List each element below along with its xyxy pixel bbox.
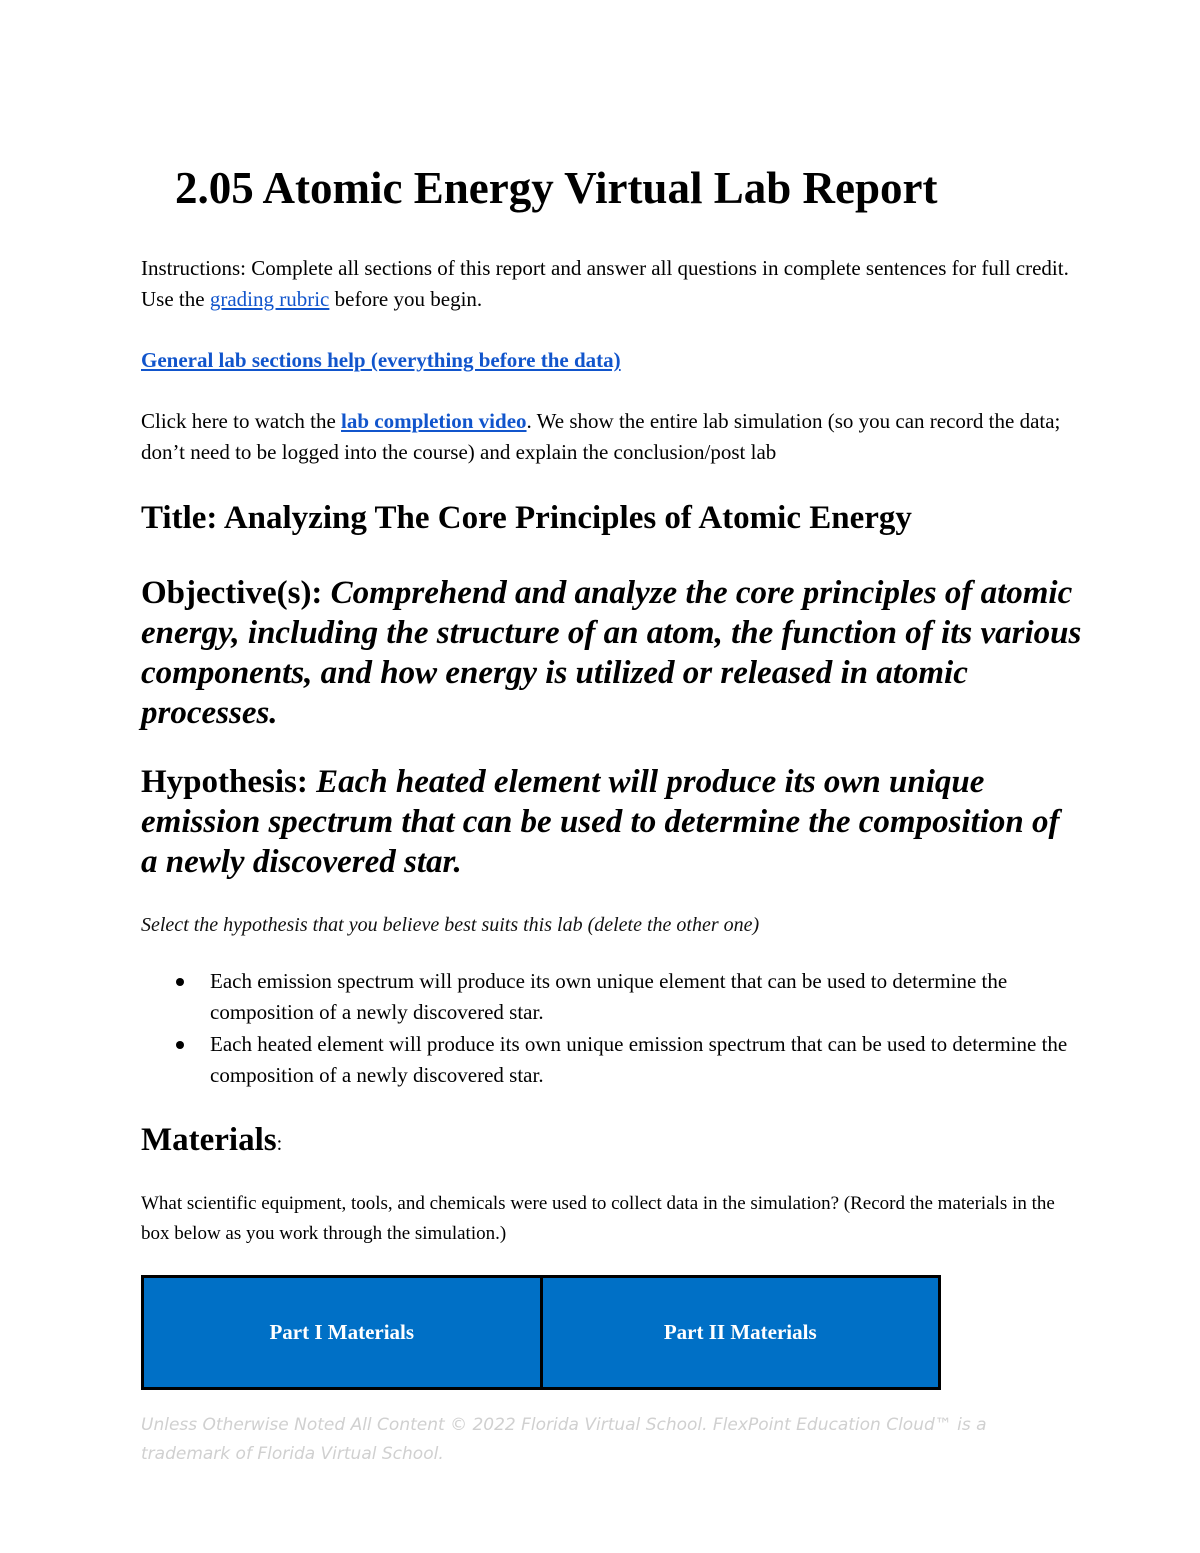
- objective-value: Comprehend and analyze the core principles of atomic energy, including the structure of an atom, the function of its various components, and how energy is utilized or released in atomic processes.: [141, 575, 1082, 731]
- hypothesis-heading: [141, 762, 1061, 882]
- grading-rubric-link[interactable]: grading rubric: [209, 287, 330, 311]
- hypothesis-options-list: [162, 966, 1092, 1092]
- list-item: [162, 1029, 1092, 1091]
- document-title: 2.05 Atomic Energy Virtual Lab Report: [175, 163, 938, 213]
- hypothesis-instruction: Select the hypothesis that you believe best suits this lab (delete the other one): [141, 914, 760, 936]
- hypothesis-option-2: Each heated element will produce its own unique emission spectrum that can be used to determine the composition of a newly discovered star.: [210, 1032, 1068, 1087]
- hypothesis-option-1: Each emission spectrum will produce its own unique element that can be used to determine the composition of a newly discovered star.: [210, 969, 1008, 1024]
- title-heading: [141, 498, 1101, 538]
- instructions-text-end: before you begin.: [329, 287, 483, 311]
- materials-table: [141, 1275, 941, 1390]
- bullet-icon: [176, 1041, 184, 1049]
- general-lab-help-link[interactable]: General lab sections help (everything before the data): [141, 348, 621, 372]
- materials-colon: :: [276, 1133, 283, 1155]
- video-text-end: . We show the entire lab simulation (so you can record the data; don’t need to be logged into the course) and explain the conclusion/post lab: [141, 409, 1061, 464]
- hypothesis-value: Each heated element will produce its own unique emission spectrum that can be used to determine the composition of a newly discovered star.: [141, 764, 1060, 880]
- part-2-materials-header: Part II Materials: [541, 1277, 940, 1389]
- video-paragraph: [141, 406, 1091, 468]
- table-row: [143, 1277, 940, 1389]
- materials-heading: [141, 1122, 282, 1159]
- lab-completion-video-link[interactable]: lab completion video: [341, 409, 527, 433]
- objective-heading: [141, 573, 1101, 733]
- copyright-footer: Unless Otherwise Noted All Content © 2022 Florida Virtual School. FlexPoint Education Cloud™ is a trademark of Florida Virtual School.: [141, 1415, 987, 1464]
- title-value: Analyzing The Core Principles of Atomic Energy: [223, 500, 912, 536]
- instructions-paragraph: [141, 253, 1091, 315]
- part-1-materials-header: Part I Materials: [143, 1277, 542, 1389]
- instructions-text: Instructions: Complete all sections of this report and answer all questions in complete sentences for full credit. Use the: [141, 256, 1069, 311]
- bullet-icon: [176, 978, 184, 986]
- help-paragraph: [141, 345, 1091, 376]
- list-item: [162, 966, 1092, 1028]
- hypothesis-label: Hypothesis:: [141, 764, 317, 800]
- title-label: Title:: [141, 500, 224, 536]
- materials-label: Materials: [141, 1122, 277, 1158]
- materials-question: What scientific equipment, tools, and chemicals were used to collect data in the simulation? (Record the materials in the box below as you work through the simulation.): [141, 1193, 1055, 1244]
- video-text: Click here to watch the: [141, 409, 342, 433]
- objective-label: Objective(s):: [141, 575, 331, 611]
